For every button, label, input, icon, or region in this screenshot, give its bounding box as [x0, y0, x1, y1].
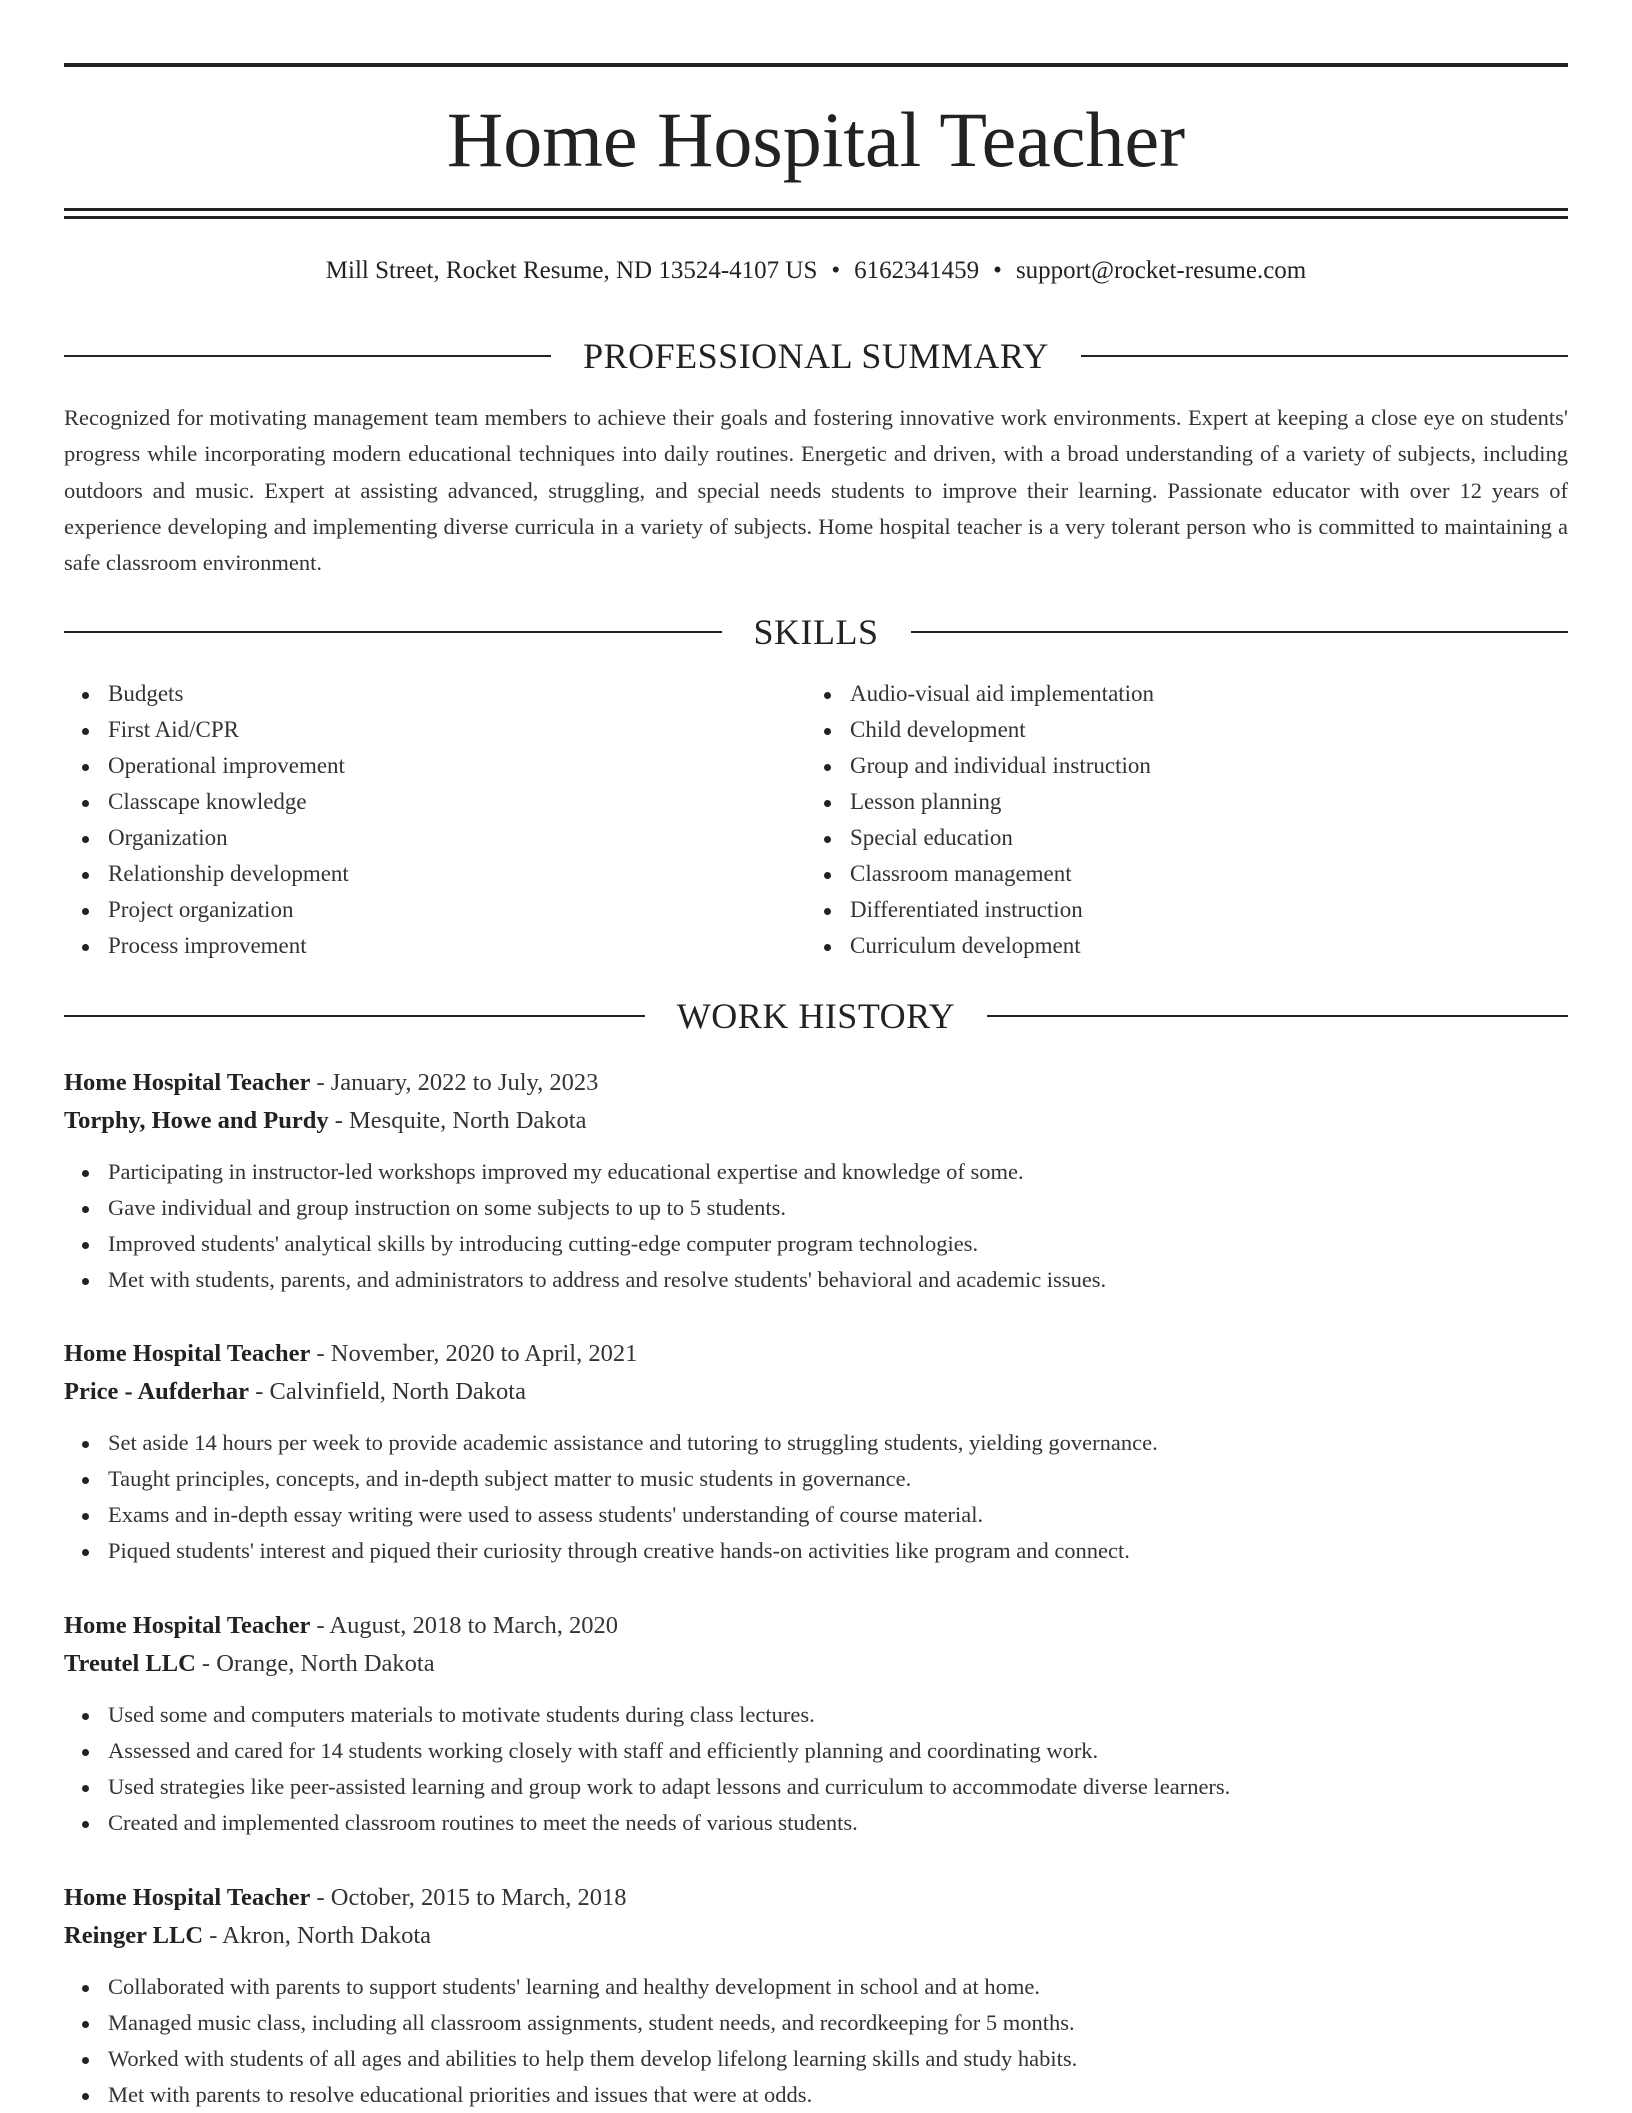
job-dates: - October, 2015 to March, 2018: [310, 1884, 627, 1911]
job-company: Torphy, Howe and Purdy: [64, 1107, 329, 1134]
contact-phone: 6162341459: [854, 257, 980, 284]
section-heading-work: [64, 994, 1568, 1038]
job-title: Home Hospital Teacher: [64, 1340, 311, 1367]
job-entry: [64, 1607, 1568, 1841]
job-duty-item: Assessed and cared for 14 students working closely with staff and efficiently planning and coordinating work.: [108, 1733, 1568, 1769]
job-entry: [64, 1879, 1568, 2113]
skill-item: Relationship development: [108, 856, 806, 892]
contact-email: support@rocket-resume.com: [1015, 257, 1307, 284]
skill-item: Project organization: [108, 892, 806, 928]
skill-item: Operational improvement: [108, 748, 806, 784]
job-company: Price - Aufderhar: [64, 1378, 250, 1405]
job-duty-item: Met with students, parents, and administrators to address and resolve students' behavioral and academic issues.: [108, 1262, 1568, 1298]
job-title: Home Hospital Teacher: [64, 1884, 311, 1911]
job-duties: [64, 1425, 1568, 1569]
header-top-rule: [64, 63, 1568, 67]
job-title-line: [64, 1879, 1568, 1917]
contact-separator: •: [831, 257, 841, 284]
header-bottom-rule-second: [64, 216, 1568, 219]
job-duty-item: Taught principles, concepts, and in-depth subject matter to music students in governance.: [108, 1461, 1568, 1497]
header-bottom-rule: [64, 208, 1568, 211]
job-company: Reinger LLC: [64, 1922, 204, 1949]
skill-item: Classroom management: [850, 856, 1548, 892]
job-duty-item: Met with parents to resolve educational priorities and issues that were at odds.: [108, 2077, 1568, 2113]
skill-item: Group and individual instruction: [850, 748, 1548, 784]
job-dates: - January, 2022 to July, 2023: [310, 1069, 599, 1096]
section-heading-summary: [64, 334, 1568, 378]
skill-item: Process improvement: [108, 928, 806, 964]
job-duty-item: Piqued students' interest and piqued their curiosity through creative hands-on activities like program and connect.: [108, 1533, 1568, 1569]
job-title-line: [64, 1335, 1568, 1373]
job-duties: [64, 1969, 1568, 2113]
job-duty-item: Improved students' analytical skills by introducing cutting-edge computer program technologies.: [108, 1226, 1568, 1262]
heading-rule-left: [64, 1015, 645, 1017]
skill-item: Child development: [850, 712, 1548, 748]
skills-column-right: [806, 676, 1548, 964]
resume-name: Home Hospital Teacher: [446, 96, 1186, 183]
job-company: Treutel LLC: [64, 1650, 196, 1677]
job-location: - Akron, North Dakota: [203, 1922, 432, 1949]
job-duty-item: Managed music class, including all classroom assignments, student needs, and recordkeeping for 5 months.: [108, 2005, 1568, 2041]
job-entry: [64, 1335, 1568, 1569]
heading-rule-right: [987, 1015, 1568, 1017]
heading-rule-left: [64, 355, 551, 357]
skills-column-left: [64, 676, 806, 964]
job-duties: [64, 1697, 1568, 1841]
job-duties: [64, 1154, 1568, 1298]
job-location: - Mesquite, North Dakota: [328, 1107, 587, 1134]
job-duty-item: Set aside 14 hours per week to provide academic assistance and tutoring to struggling students, yielding governance.: [108, 1425, 1568, 1461]
heading-rule-right: [911, 631, 1569, 633]
heading-rule-right: [1081, 355, 1568, 357]
job-location: - Orange, North Dakota: [195, 1650, 435, 1677]
job-duty-item: Created and implemented classroom routines to meet the needs of various students.: [108, 1805, 1568, 1841]
skill-item: Special education: [850, 820, 1548, 856]
skills-heading: SKILLS: [753, 612, 879, 652]
job-dates: - August, 2018 to March, 2020: [310, 1612, 618, 1639]
job-company-line: [64, 1645, 1568, 1683]
skill-item: Lesson planning: [850, 784, 1548, 820]
job-company-line: [64, 1102, 1568, 1140]
heading-rule-left: [64, 631, 722, 633]
contact-separator: •: [993, 257, 1002, 284]
skills-list: [64, 676, 1568, 964]
skill-item: First Aid/CPR: [108, 712, 806, 748]
job-location: - Calvinfield, North Dakota: [249, 1378, 526, 1405]
job-duty-item: Worked with students of all ages and abilities to help them develop lifelong learning skills and study habits.: [108, 2041, 1568, 2077]
job-title-line: [64, 1064, 1568, 1102]
skill-item: Organization: [108, 820, 806, 856]
job-company-line: [64, 1917, 1568, 1955]
job-dates: - November, 2020 to April, 2021: [310, 1340, 638, 1367]
work-heading: WORK HISTORY: [676, 996, 956, 1036]
contact-address: Mill Street, Rocket Resume, ND 13524-4107 US: [325, 257, 818, 284]
job-duty-item: Collaborated with parents to support students' learning and healthy development in school and at home.: [108, 1969, 1568, 2005]
job-entry: [64, 1064, 1568, 1298]
job-company-line: [64, 1373, 1568, 1411]
skill-item: Differentiated instruction: [850, 892, 1548, 928]
job-duty-item: Used some and computers materials to motivate students during class lectures.: [108, 1697, 1568, 1733]
section-heading-skills: [64, 610, 1568, 654]
skill-item: Budgets: [108, 676, 806, 712]
skill-item: Audio-visual aid implementation: [850, 676, 1548, 712]
skill-item: Curriculum development: [850, 928, 1548, 964]
summary-text: Recognized for motivating management team members to achieve their goals and fostering innovative work environments. Expert at keeping a close eye on students' progress while incorporating modern educational techniques into daily routines. Energetic and driven, with a broad understanding of a variety of subjects, including outdoors and music. Expert at assisting advanced, struggling, and special needs students to improve their learning. Passionate educator with over 12 years of experience developing and implementing diverse curricula in a variety of subjects. Home hospital teacher is a very tolerant person who is committed to maintaining a safe classroom environment.: [64, 405, 1568, 576]
summary-heading: PROFESSIONAL SUMMARY: [583, 336, 1049, 376]
job-title-line: [64, 1607, 1568, 1645]
job-duty-item: Exams and in-depth essay writing were used to assess students' understanding of course material.: [108, 1497, 1568, 1533]
job-duty-item: Gave individual and group instruction on some subjects to up to 5 students.: [108, 1190, 1568, 1226]
job-duty-item: Participating in instructor-led workshops improved my educational expertise and knowledge of some.: [108, 1154, 1568, 1190]
job-title: Home Hospital Teacher: [64, 1069, 311, 1096]
skill-item: Classcape knowledge: [108, 784, 806, 820]
job-duty-item: Used strategies like peer-assisted learning and group work to adapt lessons and curriculum to accommodate diverse learners.: [108, 1769, 1568, 1805]
job-title: Home Hospital Teacher: [64, 1612, 311, 1639]
contact-line: [64, 254, 1568, 288]
